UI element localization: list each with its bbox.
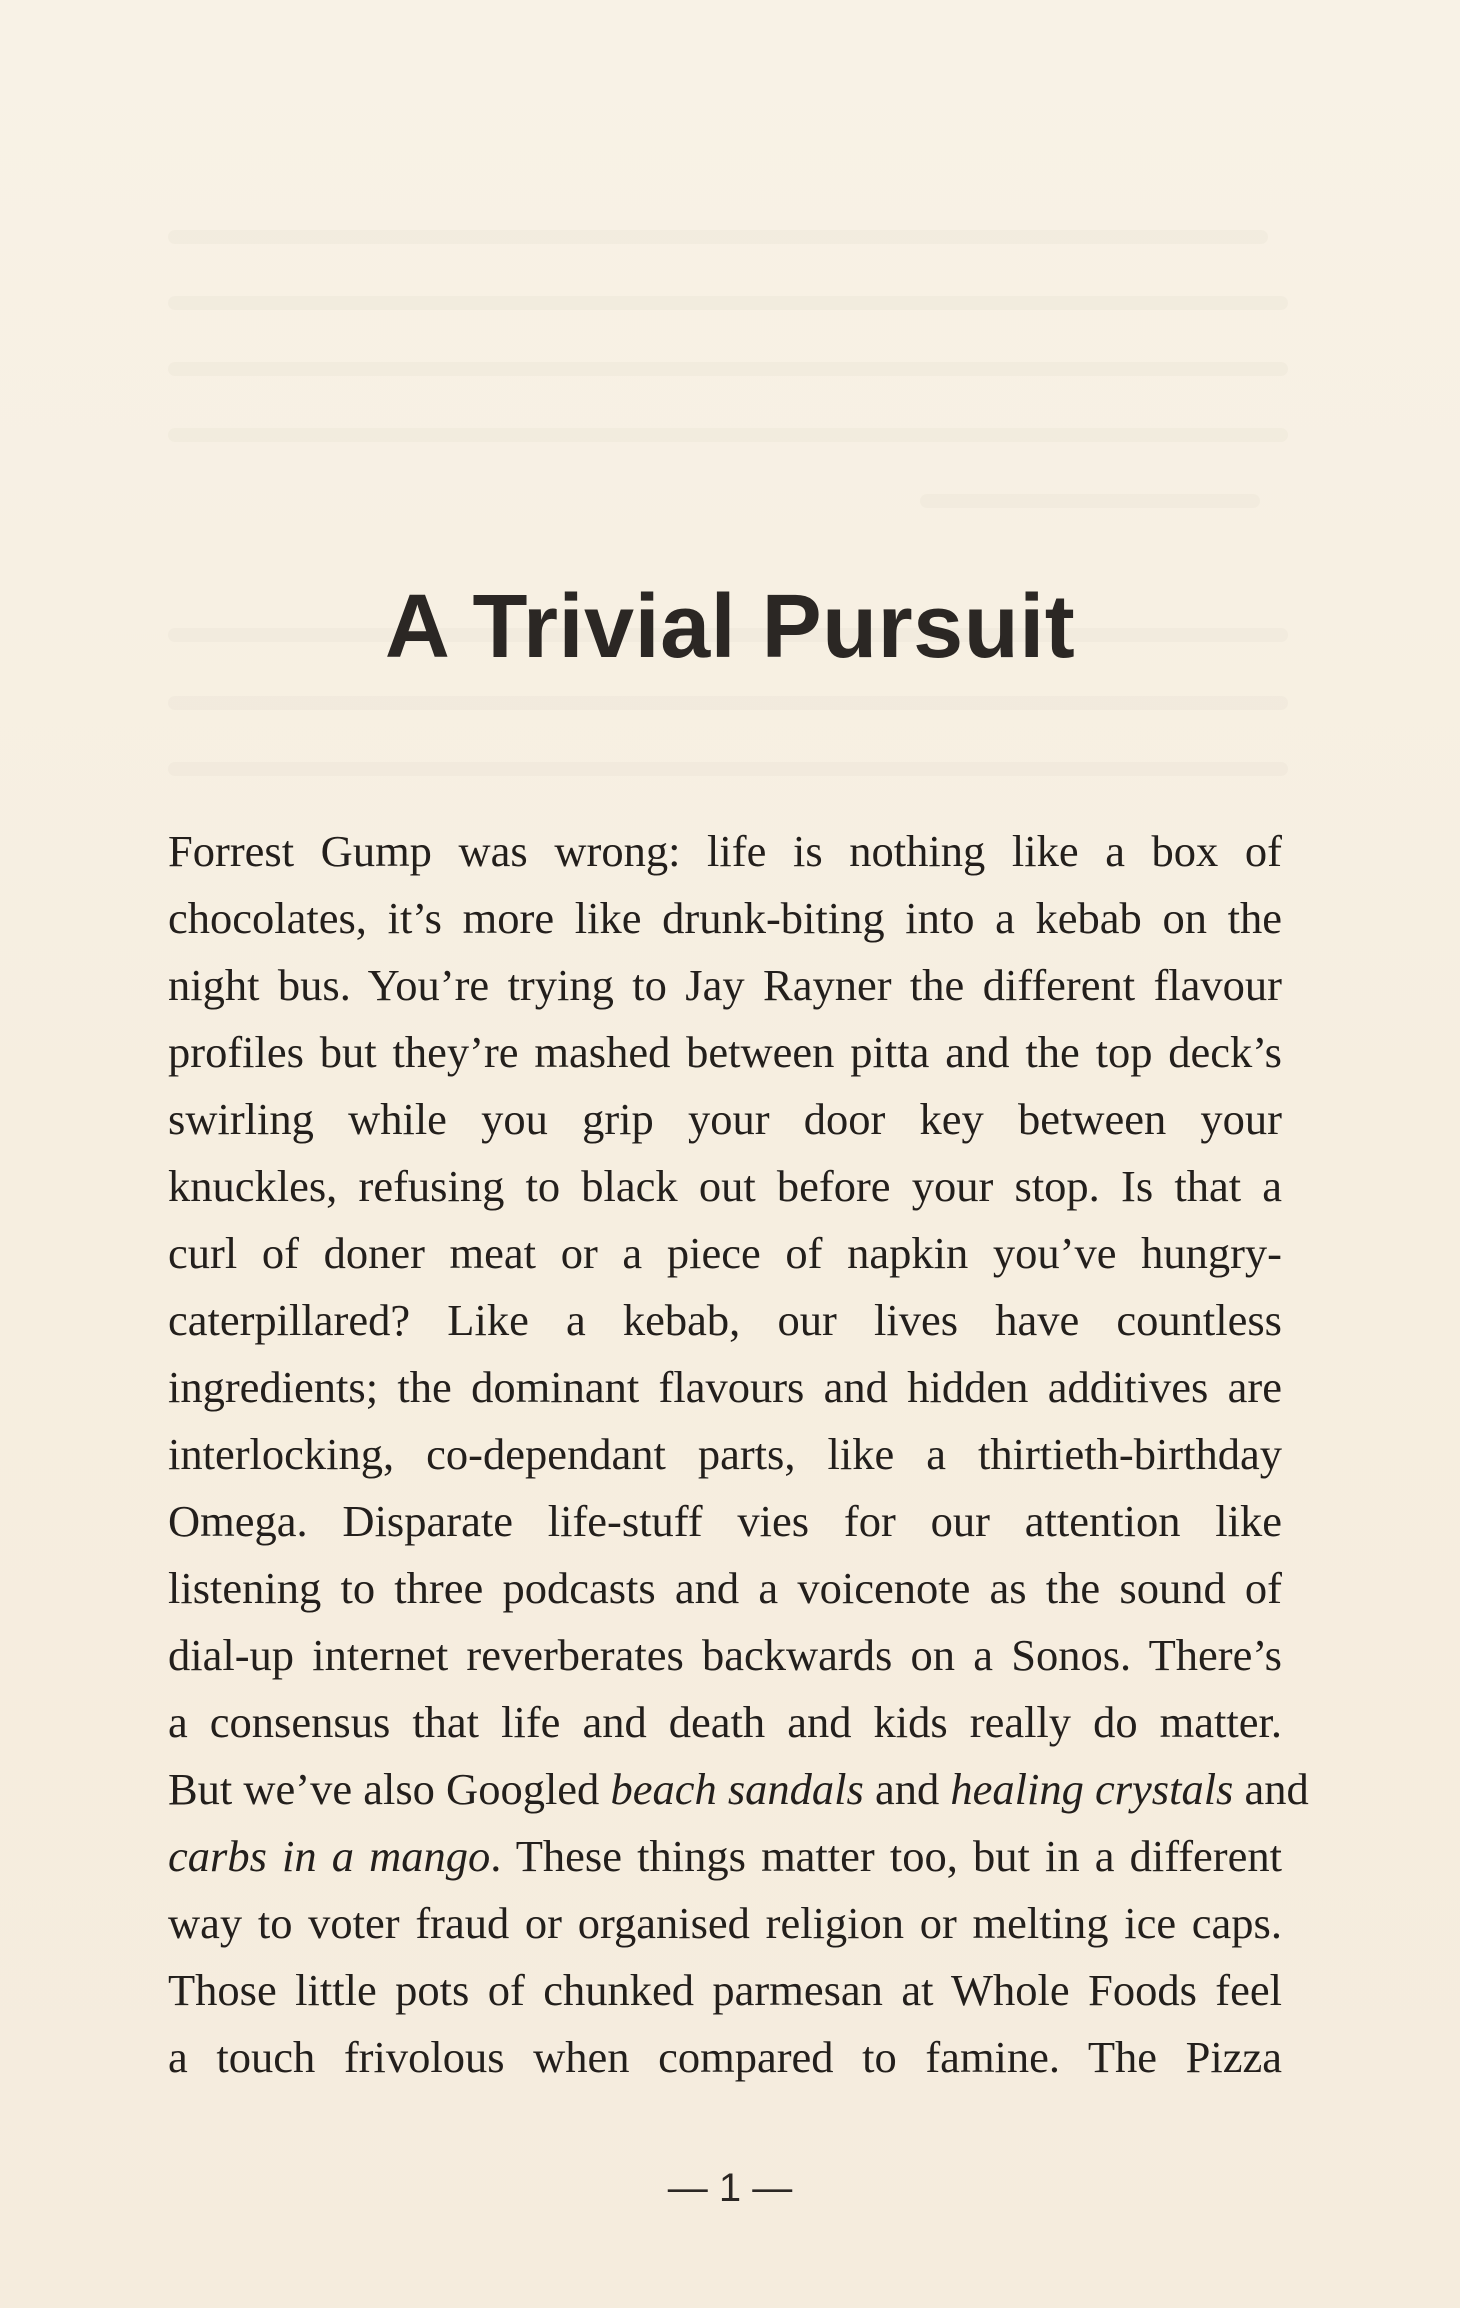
text-line xyxy=(168,1488,1282,1555)
text-run: a touch frivolous when compared to famine. The Pizza xyxy=(168,2032,1282,2082)
text-run: way to voter fraud or organised religion or melting ice caps. xyxy=(168,1898,1282,1948)
text-run: dial-up internet reverberates backwards on a Sonos. There’s xyxy=(168,1630,1282,1680)
text-run: curl of doner meat or a piece of napkin you’ve hungry- xyxy=(168,1228,1282,1278)
text-line xyxy=(168,1153,1282,1220)
page-number: — 1 — xyxy=(667,2166,793,2210)
text-line xyxy=(168,1086,1282,1153)
text-run: But we’ve also Googled xyxy=(168,1764,611,1814)
text-line xyxy=(168,1622,1282,1689)
show-through-line xyxy=(168,696,1288,710)
text-run: swirling while you grip your door key between your xyxy=(168,1094,1282,1144)
text-line xyxy=(168,1890,1282,1957)
text-line xyxy=(168,1756,1309,1823)
italic-phrase: beach sandals xyxy=(610,1764,864,1814)
text-run: profiles but they’re mashed between pitta and the top deck’s xyxy=(168,1027,1282,1077)
text-run: night bus. You’re trying to Jay Rayner the different flavour xyxy=(168,960,1282,1010)
show-through-line xyxy=(168,362,1288,376)
text-line xyxy=(168,2024,1282,2091)
text-line xyxy=(168,1689,1282,1756)
text-run: caterpillared? Like a kebab, our lives have countless xyxy=(168,1295,1282,1345)
text-run: knuckles, refusing to black out before your stop. Is that a xyxy=(168,1161,1282,1211)
text-run: chocolates, it’s more like drunk-biting into a kebab on the xyxy=(168,893,1282,943)
show-through-line xyxy=(168,296,1288,310)
show-through-line xyxy=(168,762,1288,776)
text-line xyxy=(168,818,1282,885)
text-line xyxy=(168,1354,1282,1421)
text-run: ingredients; the dominant flavours and hidden additives are xyxy=(168,1362,1282,1412)
text-run: and xyxy=(1233,1764,1309,1814)
show-through-line xyxy=(168,428,1288,442)
text-line xyxy=(168,1823,1282,1890)
text-line xyxy=(168,1287,1282,1354)
text-line xyxy=(168,1957,1282,2024)
text-run: interlocking, co-dependant parts, like a thirtieth-birthday xyxy=(168,1429,1282,1479)
text-line xyxy=(168,885,1282,952)
text-run: a consensus that life and death and kids really do matter. xyxy=(168,1697,1282,1747)
text-run: . These things matter too, but in a different xyxy=(490,1831,1282,1881)
italic-phrase: healing crystals xyxy=(950,1764,1234,1814)
text-run: listening to three podcasts and a voicenote as the sound of xyxy=(168,1563,1282,1613)
text-run: Forrest Gump was wrong: life is nothing like a box of xyxy=(168,826,1282,876)
text-line xyxy=(168,1421,1282,1488)
text-line xyxy=(168,1555,1282,1622)
text-line xyxy=(168,1019,1282,1086)
body-paragraph xyxy=(168,818,1309,2091)
text-line xyxy=(168,1220,1282,1287)
show-through-line xyxy=(920,494,1260,508)
show-through-line xyxy=(168,230,1268,244)
italic-phrase: carbs in a mango xyxy=(168,1831,491,1881)
text-run: and xyxy=(863,1764,951,1814)
text-run: Omega. Disparate life-stuff vies for our attention like xyxy=(168,1496,1282,1546)
text-run: Those little pots of chunked parmesan at Whole Foods feel xyxy=(168,1965,1282,2015)
chapter-title: A Trivial Pursuit xyxy=(384,577,1076,677)
text-line xyxy=(168,952,1282,1019)
